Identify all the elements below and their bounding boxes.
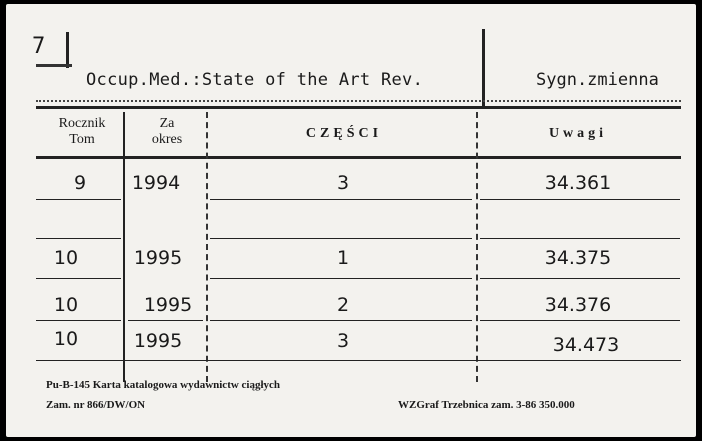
header-rule <box>36 156 681 159</box>
row2-czesci: 1 <box>336 247 350 269</box>
row3-tom: 10 <box>53 294 79 316</box>
header-tom: Tom <box>69 132 95 147</box>
row3-uwagi: 34.376 <box>544 294 612 316</box>
header-uwagi: Uwagi <box>548 126 608 141</box>
header-rocznik-tom <box>40 116 124 148</box>
row2-uwagi: 34.375 <box>544 247 612 269</box>
row1-czesci: 3 <box>336 172 350 194</box>
row1-tom: 9 <box>73 172 87 194</box>
row1-rule-b <box>210 199 472 200</box>
column-divider-1 <box>123 112 125 382</box>
row1-rule-c <box>480 199 680 200</box>
row3-rule-b <box>128 320 203 321</box>
header-za-okres <box>126 116 208 148</box>
row4-uwagi: 34.473 <box>552 334 620 356</box>
signature-label: Sygn.zmienna <box>536 70 659 90</box>
row4-tom: 10 <box>53 328 79 350</box>
row2-rule-a <box>36 278 121 279</box>
header-okres: okres <box>151 132 183 147</box>
header-za: Za <box>159 116 175 131</box>
row3-czesci: 2 <box>336 294 350 316</box>
card-number: 7 <box>32 34 46 59</box>
dotted-rule-top <box>36 100 681 102</box>
footer-form-title: Pu-B-145 Karta katalogowa wydawnictw ciągłych <box>46 379 281 391</box>
number-mark <box>66 32 69 68</box>
row-empty-rule-c <box>480 238 680 239</box>
row3-rule-c <box>210 320 472 321</box>
vertical-mark <box>482 29 485 109</box>
row-empty-rule-b <box>210 238 472 239</box>
row3-okres: 1995 <box>143 294 193 316</box>
row2-tom: 10 <box>53 247 79 269</box>
row3-rule-a <box>36 320 121 321</box>
row-empty-rule-a <box>36 238 121 239</box>
footer-printer: WZGraf Trzebnica zam. 3-86 350.000 <box>398 399 575 411</box>
header-rocznik: Rocznik <box>58 116 106 131</box>
journal-title: Occup.Med.:State of the Art Rev. <box>86 70 424 90</box>
row1-rule-a <box>36 199 121 200</box>
row1-uwagi: 34.361 <box>544 172 612 194</box>
row2-okres: 1995 <box>133 247 183 269</box>
row1-okres: 1994 <box>131 172 181 194</box>
row4-okres: 1995 <box>133 330 183 352</box>
row2-rule-b <box>210 278 472 279</box>
row3-rule-d <box>480 320 680 321</box>
row2-rule-c <box>480 278 680 279</box>
title-rule <box>36 106 681 109</box>
column-divider-2 <box>206 112 208 382</box>
number-underline <box>36 64 72 67</box>
catalog-card <box>6 4 696 437</box>
header-czesci: CZĘŚCI <box>305 126 383 141</box>
row4-rule <box>36 360 681 361</box>
row4-czesci: 3 <box>336 330 350 352</box>
footer-order-number: Zam. nr 866/DW/ON <box>46 399 146 411</box>
